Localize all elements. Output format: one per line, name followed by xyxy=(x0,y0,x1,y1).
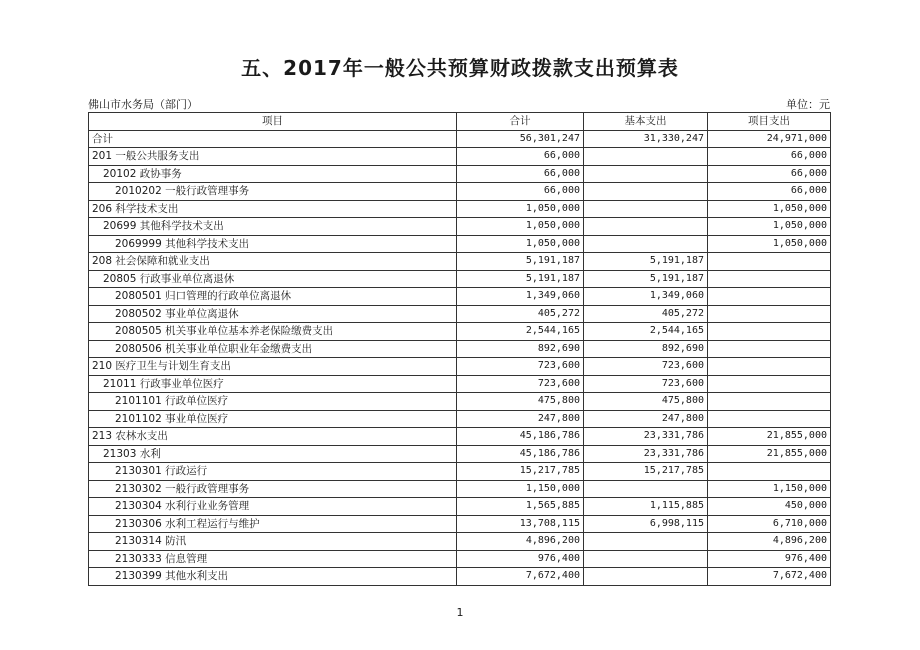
row-project-cell xyxy=(708,305,831,323)
row-total-cell: 4,896,200 xyxy=(457,533,584,551)
row-item-cell: 2101101 行政单位医疗 xyxy=(89,393,457,411)
row-total-cell: 45,186,786 xyxy=(457,428,584,446)
row-basic-cell xyxy=(584,200,708,218)
page-title: 五、2017年一般公共预算财政拨款支出预算表 xyxy=(241,56,679,80)
row-total-cell: 2,544,165 xyxy=(457,323,584,341)
table-row xyxy=(89,288,831,306)
table-row xyxy=(89,515,831,533)
row-item-cell: 2130302 一般行政管理事务 xyxy=(89,480,457,498)
row-project-cell: 1,150,000 xyxy=(708,480,831,498)
row-basic-cell xyxy=(584,480,708,498)
row-basic-cell: 723,600 xyxy=(584,375,708,393)
row-basic-cell xyxy=(584,533,708,551)
table-row xyxy=(89,568,831,586)
page-number: 1 xyxy=(456,606,464,619)
row-basic-cell: 15,217,785 xyxy=(584,463,708,481)
row-basic-cell xyxy=(584,235,708,253)
row-project-cell: 21,855,000 xyxy=(708,428,831,446)
row-project-cell xyxy=(708,410,831,428)
row-project-cell: 4,896,200 xyxy=(708,533,831,551)
row-item-cell: 2130399 其他水利支出 xyxy=(89,568,457,586)
row-item-cell: 2130314 防汛 xyxy=(89,533,457,551)
row-item-cell: 210 医疗卫生与计划生育支出 xyxy=(89,358,457,376)
table-row xyxy=(89,183,831,201)
row-item-cell: 213 农林水支出 xyxy=(89,428,457,446)
table-row xyxy=(89,480,831,498)
table-row xyxy=(89,235,831,253)
row-item-cell: 201 一般公共服务支出 xyxy=(89,148,457,166)
column-header-project: 项目支出 xyxy=(708,113,831,131)
row-project-cell: 1,050,000 xyxy=(708,218,831,236)
row-basic-cell xyxy=(584,165,708,183)
row-total-cell: 1,150,000 xyxy=(457,480,584,498)
row-total-cell: 475,800 xyxy=(457,393,584,411)
row-total-cell: 5,191,187 xyxy=(457,270,584,288)
row-project-cell xyxy=(708,393,831,411)
table-row xyxy=(89,550,831,568)
row-project-cell: 7,672,400 xyxy=(708,568,831,586)
row-basic-cell: 1,115,885 xyxy=(584,498,708,516)
row-project-cell: 66,000 xyxy=(708,165,831,183)
row-item-cell: 21303 水利 xyxy=(89,445,457,463)
row-basic-cell: 5,191,187 xyxy=(584,253,708,271)
row-project-cell xyxy=(708,288,831,306)
row-project-cell: 21,855,000 xyxy=(708,445,831,463)
row-item-cell: 21011 行政事业单位医疗 xyxy=(89,375,457,393)
row-project-cell: 976,400 xyxy=(708,550,831,568)
row-item-cell: 20699 其他科学技术支出 xyxy=(89,218,457,236)
row-basic-cell: 31,330,247 xyxy=(584,130,708,148)
row-total-cell: 1,050,000 xyxy=(457,235,584,253)
row-total-cell: 56,301,247 xyxy=(457,130,584,148)
table-row xyxy=(89,533,831,551)
row-item-cell: 2080502 事业单位离退休 xyxy=(89,305,457,323)
column-header-basic: 基本支出 xyxy=(584,113,708,131)
row-item-cell: 2130301 行政运行 xyxy=(89,463,457,481)
table-row xyxy=(89,428,831,446)
row-basic-cell xyxy=(584,568,708,586)
row-project-cell xyxy=(708,340,831,358)
row-total-cell: 892,690 xyxy=(457,340,584,358)
row-item-cell: 2080505 机关事业单位基本养老保险缴费支出 xyxy=(89,323,457,341)
row-basic-cell: 247,800 xyxy=(584,410,708,428)
table-row xyxy=(89,358,831,376)
row-item-cell: 208 社会保障和就业支出 xyxy=(89,253,457,271)
row-total-cell: 1,050,000 xyxy=(457,218,584,236)
row-item-cell: 2010202 一般行政管理事务 xyxy=(89,183,457,201)
row-basic-cell: 1,349,060 xyxy=(584,288,708,306)
row-project-cell: 66,000 xyxy=(708,148,831,166)
row-basic-cell: 2,544,165 xyxy=(584,323,708,341)
table-body xyxy=(89,130,831,585)
row-project-cell: 6,710,000 xyxy=(708,515,831,533)
row-total-cell: 45,186,786 xyxy=(457,445,584,463)
row-basic-cell: 23,331,786 xyxy=(584,445,708,463)
row-item-cell: 20805 行政事业单位离退休 xyxy=(89,270,457,288)
row-item-cell: 合计 xyxy=(89,130,457,148)
row-item-cell: 2130306 水利工程运行与维护 xyxy=(89,515,457,533)
row-basic-cell: 5,191,187 xyxy=(584,270,708,288)
table-row xyxy=(89,375,831,393)
row-item-cell: 2130304 水利行业业务管理 xyxy=(89,498,457,516)
row-project-cell xyxy=(708,323,831,341)
row-total-cell: 723,600 xyxy=(457,358,584,376)
table-row xyxy=(89,340,831,358)
row-total-cell: 976,400 xyxy=(457,550,584,568)
unit-label: 单位：元 xyxy=(786,98,830,111)
row-project-cell: 66,000 xyxy=(708,183,831,201)
row-basic-cell: 723,600 xyxy=(584,358,708,376)
row-basic-cell xyxy=(584,148,708,166)
row-total-cell: 5,191,187 xyxy=(457,253,584,271)
row-project-cell xyxy=(708,463,831,481)
row-item-cell: 2130333 信息管理 xyxy=(89,550,457,568)
row-project-cell xyxy=(708,375,831,393)
row-total-cell: 247,800 xyxy=(457,410,584,428)
row-project-cell: 1,050,000 xyxy=(708,235,831,253)
department-label: 佛山市水务局（部门） xyxy=(88,98,198,111)
table-row xyxy=(89,130,831,148)
row-basic-cell xyxy=(584,218,708,236)
row-basic-cell: 23,331,786 xyxy=(584,428,708,446)
table-row xyxy=(89,148,831,166)
row-basic-cell: 405,272 xyxy=(584,305,708,323)
column-header-total: 合计 xyxy=(457,113,584,131)
table-row xyxy=(89,463,831,481)
row-total-cell: 1,349,060 xyxy=(457,288,584,306)
row-basic-cell: 892,690 xyxy=(584,340,708,358)
table-row xyxy=(89,445,831,463)
row-total-cell: 66,000 xyxy=(457,183,584,201)
table-row xyxy=(89,218,831,236)
row-project-cell: 24,971,000 xyxy=(708,130,831,148)
row-item-cell: 20102 政协事务 xyxy=(89,165,457,183)
table-row xyxy=(89,200,831,218)
row-item-cell: 206 科学技术支出 xyxy=(89,200,457,218)
row-project-cell xyxy=(708,358,831,376)
table-row xyxy=(89,393,831,411)
table-row xyxy=(89,270,831,288)
row-total-cell: 405,272 xyxy=(457,305,584,323)
row-item-cell: 2069999 其他科学技术支出 xyxy=(89,235,457,253)
row-project-cell xyxy=(708,270,831,288)
table-meta xyxy=(88,96,830,112)
row-total-cell: 1,050,000 xyxy=(457,200,584,218)
row-total-cell: 66,000 xyxy=(457,148,584,166)
table-row xyxy=(89,305,831,323)
row-basic-cell: 6,998,115 xyxy=(584,515,708,533)
row-total-cell: 7,672,400 xyxy=(457,568,584,586)
table-row xyxy=(89,410,831,428)
budget-table xyxy=(88,112,831,586)
row-total-cell: 13,708,115 xyxy=(457,515,584,533)
row-project-cell xyxy=(708,253,831,271)
row-item-cell: 2101102 事业单位医疗 xyxy=(89,410,457,428)
table-row xyxy=(89,323,831,341)
row-basic-cell: 475,800 xyxy=(584,393,708,411)
row-project-cell: 450,000 xyxy=(708,498,831,516)
table-row xyxy=(89,498,831,516)
table-header-row xyxy=(89,113,831,131)
column-header-item: 项目 xyxy=(89,113,457,131)
row-item-cell: 2080506 机关事业单位职业年金缴费支出 xyxy=(89,340,457,358)
row-basic-cell xyxy=(584,183,708,201)
row-project-cell: 1,050,000 xyxy=(708,200,831,218)
row-total-cell: 15,217,785 xyxy=(457,463,584,481)
row-total-cell: 1,565,885 xyxy=(457,498,584,516)
row-basic-cell xyxy=(584,550,708,568)
table-row xyxy=(89,253,831,271)
row-item-cell: 2080501 归口管理的行政单位离退休 xyxy=(89,288,457,306)
row-total-cell: 66,000 xyxy=(457,165,584,183)
row-total-cell: 723,600 xyxy=(457,375,584,393)
table-row xyxy=(89,165,831,183)
